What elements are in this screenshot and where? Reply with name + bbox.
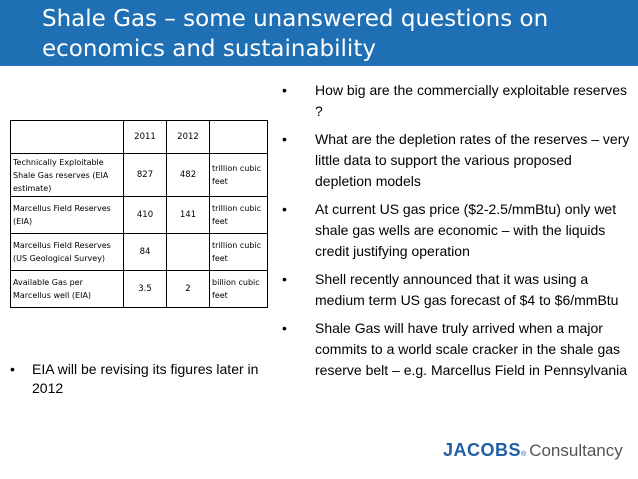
jacobs-consultancy-logo (443, 440, 623, 461)
bullet-text: Shell recently announced that it was using a medium term US gas forecast of $4 to $6/mmBtu (315, 271, 619, 308)
table-header-empty (11, 121, 124, 154)
row-label: Available Gas per Marcellus well (EIA) (11, 271, 124, 308)
value-2011: 3.5 (124, 271, 167, 308)
bullet-marker: • (282, 271, 287, 287)
row-unit: billion cubic feet (210, 271, 268, 308)
bullet-marker: • (282, 201, 287, 217)
row-unit: trillion cubic feet (210, 197, 268, 234)
logo-brand: JACOBS (443, 440, 522, 460)
row-unit: trillion cubic feet (210, 234, 268, 271)
registered-mark: ® (521, 451, 527, 458)
bullet-marker: • (282, 82, 287, 98)
table-row (11, 234, 268, 271)
table-row (11, 154, 268, 197)
list-item (280, 80, 630, 122)
list-item (280, 269, 630, 311)
reserves-table (10, 120, 268, 308)
table-row (11, 271, 268, 308)
bullet-marker: • (10, 361, 15, 377)
bullet-text: EIA will be revising its figures later in 2012 (32, 361, 259, 396)
row-label: Marcellus Field Reserves (EIA) (11, 197, 124, 234)
slide-title (42, 4, 632, 64)
row-label: Marcellus Field Reserves (US Geological Survey) (11, 234, 124, 271)
bullet-text: At current US gas price ($2-2.5/mmBtu) only wet shale gas wells are economic – with the liquids credit justifying operation (315, 201, 617, 259)
eia-revision-note (10, 360, 265, 398)
logo-subtitle: Consultancy (529, 441, 623, 460)
value-2012 (167, 234, 210, 271)
value-2012: 2 (167, 271, 210, 308)
value-2011: 410 (124, 197, 167, 234)
bullet-marker: • (282, 320, 287, 336)
list-item (280, 129, 630, 192)
slide-title-line-1: Shale Gas – some unanswered questions on (42, 6, 549, 32)
value-2012: 141 (167, 197, 210, 234)
row-unit: trillion cubic feet (210, 154, 268, 197)
table-header-unit (210, 121, 268, 154)
value-2012: 482 (167, 154, 210, 197)
row-label: Technically Exploitable Shale Gas reserves (EIA estimate) (11, 154, 124, 197)
value-2011: 84 (124, 234, 167, 271)
list-item (280, 318, 630, 381)
list-item (280, 199, 630, 262)
bullet-marker: • (282, 131, 287, 147)
value-2011: 827 (124, 154, 167, 197)
bullet-text: What are the depletion rates of the reserves – very little data to support the various proposed depletion models (315, 131, 630, 189)
slide-title-line-2: economics and sustainability (42, 36, 376, 62)
bullet-text: Shale Gas will have truly arrived when a major commits to a world scale cracker in the shale gas reserve belt – e.g. Marcellus Field in Pennsylvania (315, 320, 628, 378)
table-row (11, 197, 268, 234)
questions-list (280, 80, 630, 388)
table-header-row (11, 121, 268, 154)
table-header-2012: 2012 (167, 121, 210, 154)
table-header-2011: 2011 (124, 121, 167, 154)
bullet-text: How big are the commercially exploitable reserves ? (315, 82, 628, 119)
